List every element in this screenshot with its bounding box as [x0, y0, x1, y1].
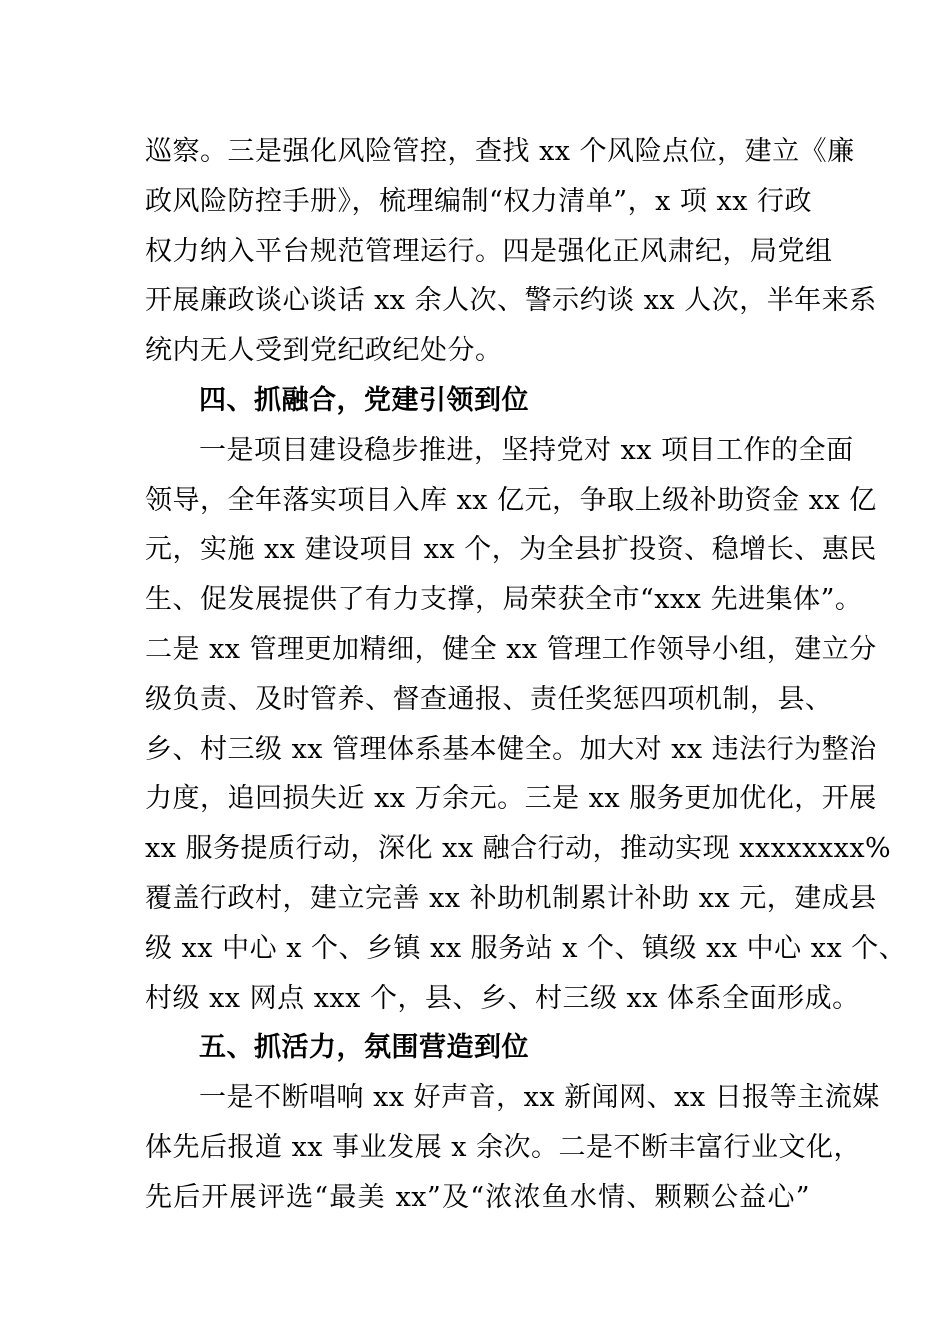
section-heading-4: 四、抓融合，党建引领到位 — [199, 384, 529, 416]
text-line: 统内无人受到党纪政纪处分。 — [145, 335, 503, 367]
text-line: 级 xx 中心 x 个、乡镇 xx 服务站 x 个、镇级 xx 中心 xx 个、 — [145, 932, 907, 964]
text-line: 巡察。三是强化风险管控，查找 xx 个风险点位，建立《廉 — [145, 136, 855, 167]
text-line: 力度，追回损失近 xx 万余元。三是 xx 服务更加优化，开展 — [145, 783, 877, 815]
text-line: 生、促发展提供了有力支撑，局荣获全市“xxx 先进集体”。 — [145, 584, 863, 616]
text-line: 先后开展评选“最美 xx”及“浓浓鱼水情、颗颗公益心” — [145, 1181, 810, 1213]
text-line: 级负责、及时管养、督查通报、责任奖惩四项机制，县、 — [145, 683, 833, 715]
text-line: 领导，全年落实项目入库 xx 亿元，争取上级补助资金 xx 亿 — [145, 484, 877, 516]
section-heading-5: 五、抓活力，氛围营造到位 — [199, 1032, 529, 1064]
text-line: 开展廉政谈心谈话 xx 余人次、警示约谈 xx 人次，半年来系 — [145, 285, 877, 317]
text-line: 政风险防控手册》，梳理编制“权力清单”，x 项 xx 行政 — [145, 185, 813, 217]
text-line: xx 服务提质行动，深化 xx 融合行动，推动实现 xxxxxxxx% — [145, 833, 892, 865]
text-line: 村级 xx 网点 xxx 个，县、乡、村三级 xx 体系全面形成。 — [145, 982, 860, 1014]
text-line: 元，实施 xx 建设项目 xx 个，为全县扩投资、稳增长、惠民 — [145, 534, 877, 566]
paragraph-first-line: 一是不断唱响 xx 好声音，xx 新闻网、xx 日报等主流媒 — [199, 1082, 880, 1114]
text-line: 权力纳入平台规范管理运行。四是强化正风肃纪，局党组 — [145, 235, 833, 267]
text-line: 二是 xx 管理更加精细，健全 xx 管理工作领导小组，建立分 — [145, 633, 877, 665]
paragraph-first-line: 一是项目建设稳步推进，坚持党对 xx 项目工作的全面 — [199, 434, 854, 466]
document-body — [145, 127, 907, 1223]
text-line: 体先后报道 xx 事业发展 x 余次。二是不断丰富行业文化， — [145, 1131, 862, 1163]
text-line: 乡、村三级 xx 管理体系基本健全。加大对 xx 违法行为整治 — [145, 733, 877, 765]
text-line: 覆盖行政村，建立完善 xx 补助机制累计补助 xx 元，建成县 — [145, 882, 877, 914]
